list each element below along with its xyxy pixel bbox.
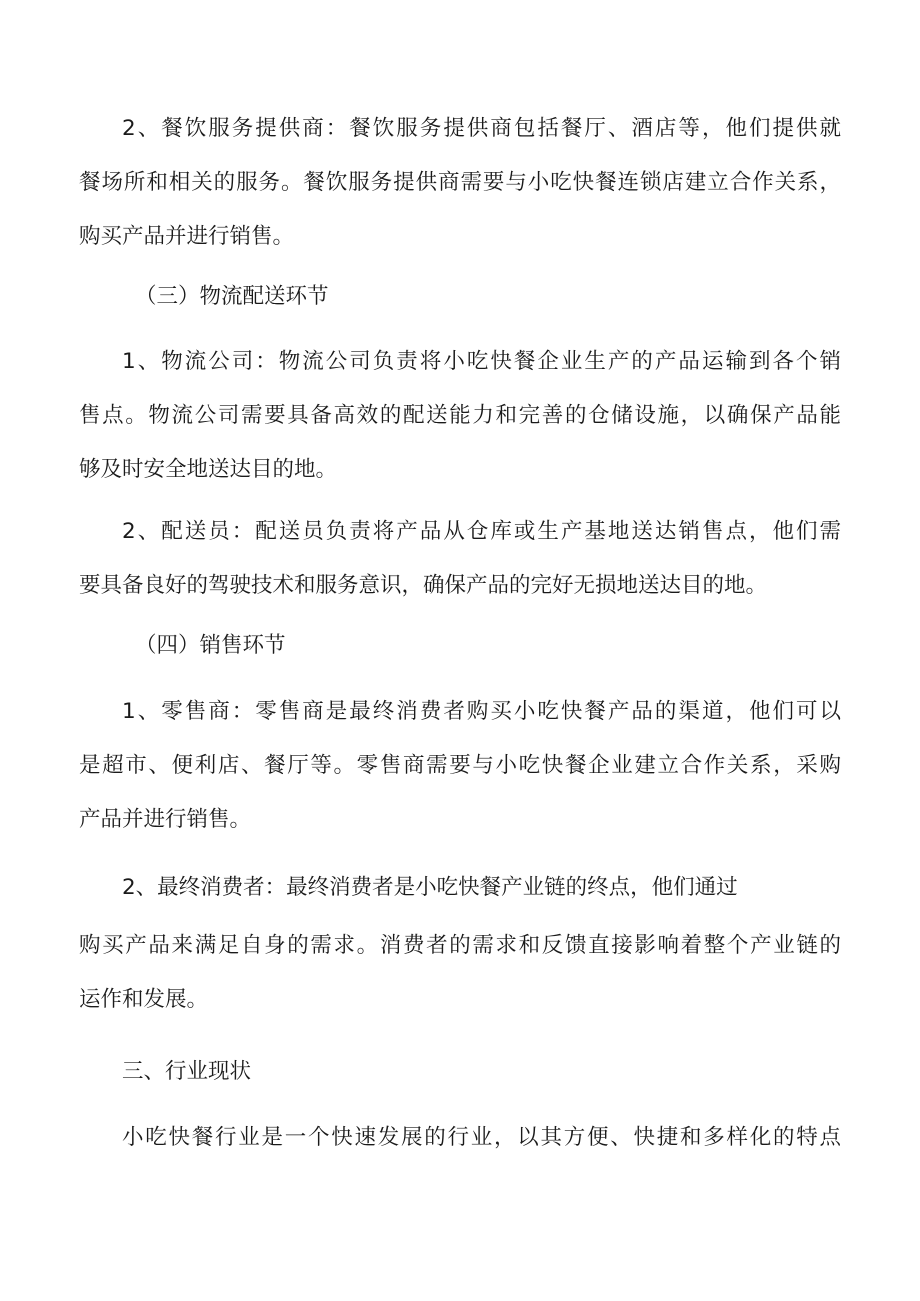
paragraph-line: 2、配送员：配送员负责将产品从仓库或生产基地送达销售点，他们需 [122, 519, 841, 544]
paragraph-line: 1、物流公司：物流公司负责将小吃快餐企业生产的产品运输到各个销 [122, 349, 841, 374]
paragraph-line: 1、零售商：零售商是最终消费者购买小吃快餐产品的渠道，他们可以 [122, 699, 841, 724]
paragraph-line: 售点。物流公司需要具备高效的配送能力和完善的仓储设施，以确保产品能 [79, 403, 841, 428]
section-heading: （三）物流配送环节 [135, 284, 329, 309]
paragraph-line: 产品并进行销售。 [79, 807, 252, 832]
paragraph-line: 要具备良好的驾驶技术和服务意识，确保产品的完好无损地送达目的地。 [79, 573, 768, 598]
paragraph-line: 够及时安全地送达目的地。 [79, 457, 338, 482]
paragraph-line: 餐场所和相关的服务。餐饮服务提供商需要与小吃快餐连锁店建立合作关系， [79, 170, 841, 195]
paragraph-line: 购买产品来满足自身的需求。消费者的需求和反馈直接影响着整个产业链的 [79, 933, 841, 958]
paragraph-line: 购买产品并进行销售。 [79, 224, 295, 249]
paragraph-line: 2、最终消费者：最终消费者是小吃快餐产业链的终点，他们通过 [122, 875, 738, 900]
section-heading: （四）销售环节 [135, 633, 286, 658]
paragraph-line: 2、餐饮服务提供商：餐饮服务提供商包括餐厅、酒店等，他们提供就 [122, 116, 841, 141]
paragraph-line: 小吃快餐行业是一个快速发展的行业，以其方便、快捷和多样化的特点 [122, 1125, 841, 1150]
paragraph-line: 运作和发展。 [79, 987, 209, 1012]
section-heading: 三、行业现状 [122, 1059, 252, 1084]
paragraph-line: 是超市、便利店、餐厅等。零售商需要与小吃快餐企业建立合作关系，采购 [79, 753, 841, 778]
